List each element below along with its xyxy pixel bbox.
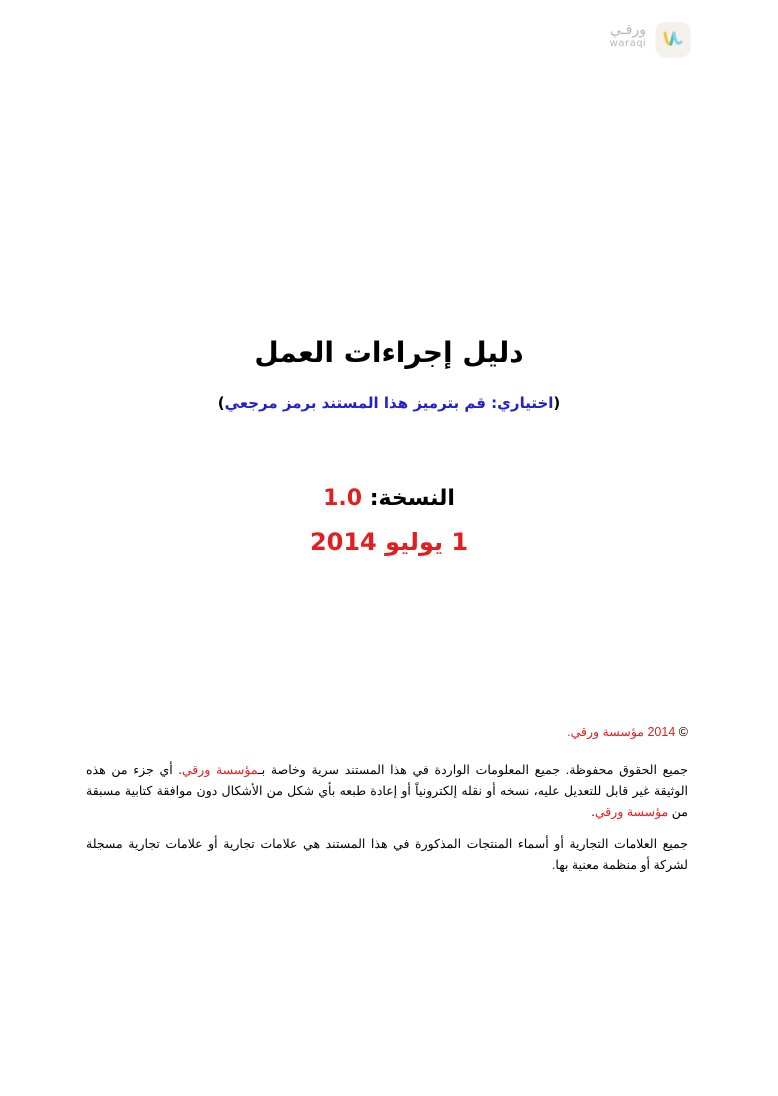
version-line	[0, 486, 778, 511]
rights-text-1: جميع الحقوق محفوظة. جميع المعلومات الواردة في هذا المستند سرية وخاصة بـ	[258, 763, 688, 777]
logo-arabic-text: ورقـي	[610, 22, 646, 38]
trademarks-paragraph: جميع العلامات التجارية أو أسماء المنتجات المذكورة في هذا المستند هي علامات تجارية أو علامات تجارية مسجلة لشركة أو منظمة معنية بها.	[86, 837, 688, 872]
document-date: 1 يوليو 2014	[309, 528, 469, 556]
subtitle-paren-close: )	[217, 394, 225, 412]
rights-company-name-2: مؤسسة ورقي	[594, 805, 669, 819]
waraqi-logo	[606, 22, 690, 58]
document-subtitle	[0, 394, 778, 412]
version-value: 1.0	[323, 486, 363, 511]
subtitle-text: اختياري: قم بترميز هذا المستند برمز مرجعي	[224, 394, 554, 412]
document-title: دليل إجراءات العمل	[254, 336, 524, 369]
rights-company-name: مؤسسة ورقي	[181, 763, 259, 777]
rights-paragraph	[86, 760, 688, 823]
copyright-notice	[86, 722, 688, 743]
rights-text-end: .	[591, 805, 595, 819]
copyright-symbol: ©	[678, 725, 688, 739]
copyright-text: 2014 مؤسسة ورقي.	[567, 725, 676, 739]
rights-text-2: . أي جزء من هذه الوثيقة غير قابل للتعديل عليه، نسخه أو نقله إلكترونياً أو إعادة طبعه بأي شكل من الأشكال دون موافقة كتابية مسبقة من	[86, 763, 688, 819]
waraqi-logo-text	[606, 23, 650, 49]
subtitle-paren-open: (	[553, 394, 561, 412]
version-label: النسخة:	[362, 486, 455, 511]
logo-latin-text: waraqi	[609, 38, 647, 49]
waraqi-logo-icon	[656, 22, 690, 56]
